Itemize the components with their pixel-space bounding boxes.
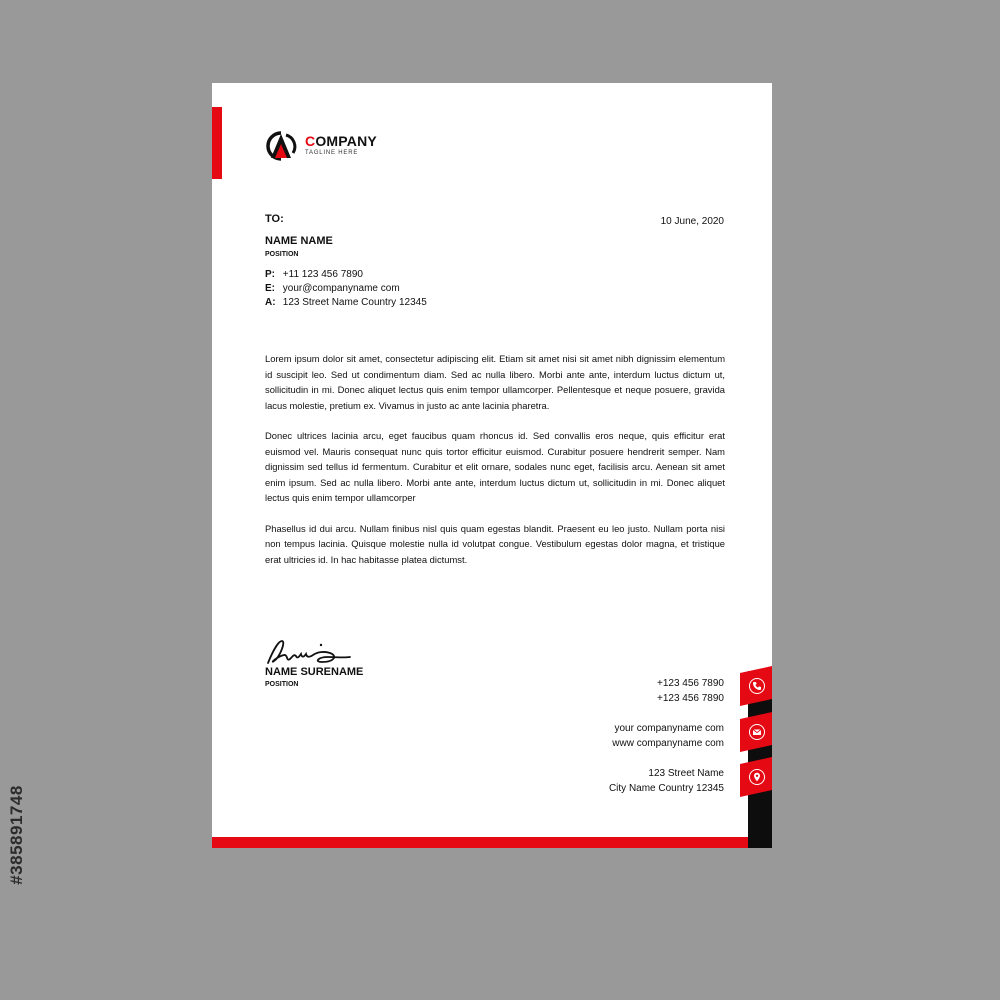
footer-phone-1: +123 456 7890 — [656, 678, 724, 689]
phone-tab — [740, 673, 772, 699]
location-pin-icon — [749, 769, 765, 785]
footer-phone-2: +123 456 7890 — [656, 693, 724, 704]
sender-position: POSITION — [265, 681, 299, 688]
body-paragraph: Phasellus id dui arcu. Nullam finibus nisl quis quam egestas blandit. Praesent eu leo justo. Nullam porta nisi non tempus lacinia. Quisque molestie nulla id volutpat congue. Vestibulum egestas dolor magna, et tristique erat ultricies id. In hac habitasse platea dictumst. — [265, 522, 725, 565]
top-accent-bar — [212, 107, 222, 179]
body-paragraph: Lorem ipsum dolor sit amet, consectetur adipiscing elit. Etiam sit amet nisi sit amet nibh dignissim elementum id suscipit leo. Sed ut condimentum diam. Sed ac nulla libero. Morbi ante ante, interdum luctus dictum ut, sollicitudin in mi. Donec aliquet lectus quis enim tempor ullamcorper. Pellentesque et neque posuere, gravida lacus molestie, pretium ex. Vivamus in justo ac ante lacinia pharetra. — [265, 353, 725, 411]
recipient-email: E: your@companyname com — [265, 283, 400, 294]
letter-body — [265, 351, 725, 582]
handwritten-signature — [264, 635, 354, 669]
footer-website: www companyname com — [612, 738, 724, 749]
footer-phones — [657, 676, 724, 706]
letterhead-page — [212, 83, 772, 848]
body-paragraph: Donec ultrices lacinia arcu, eget faucibus quam rhoncus id. Sed convallis eros neque, quis efficitur erat euismod vel. Mauris consequat nunc quis tortor efficitur euismod. Curabitur posuere hendrerit semper. Nam dignissim sed tellus id fermentum. Curabitur et elit ornare, sodales nunc eget, facilisis arcu. Aenean sit amet enim ipsum. Sed ac nulla libero. Morbi ante ante, interdum luctus dictum ut, sollicitudin in mi. Donec aliquet lectus quis enim tempor ullamcorper — [265, 430, 725, 503]
footer-web — [612, 721, 724, 751]
bottom-accent-bar — [212, 837, 748, 848]
company-logo — [265, 129, 405, 165]
stock-id-label — [6, 765, 28, 905]
recipient-name: NAME NAME — [265, 235, 333, 247]
company-logo-icon — [265, 129, 299, 163]
recipient-address: A: 123 Street Name Country 12345 — [265, 297, 427, 308]
recipient-contacts — [265, 268, 427, 310]
sender-name: NAME SURENAME — [265, 666, 364, 678]
letter-date: 10 June, 2020 — [660, 216, 724, 227]
recipient-phone: P: +11 123 456 7890 — [265, 269, 363, 280]
recipient-position: POSITION — [265, 251, 299, 258]
footer-address-line-2: City Name Country 12345 — [608, 783, 724, 794]
footer-address — [609, 766, 724, 796]
email-tab — [740, 719, 772, 745]
stock-id-text: #385891748 — [7, 785, 26, 885]
address-tab — [740, 764, 772, 790]
footer-email: your companyname com — [614, 723, 724, 734]
company-name: COMPANY — [305, 133, 377, 149]
phone-icon — [749, 678, 765, 694]
mail-icon — [749, 724, 765, 740]
company-tagline: TAGLINE HERE — [305, 150, 359, 156]
footer-address-line-1: 123 Street Name — [648, 768, 724, 779]
to-label: TO: — [265, 213, 284, 225]
